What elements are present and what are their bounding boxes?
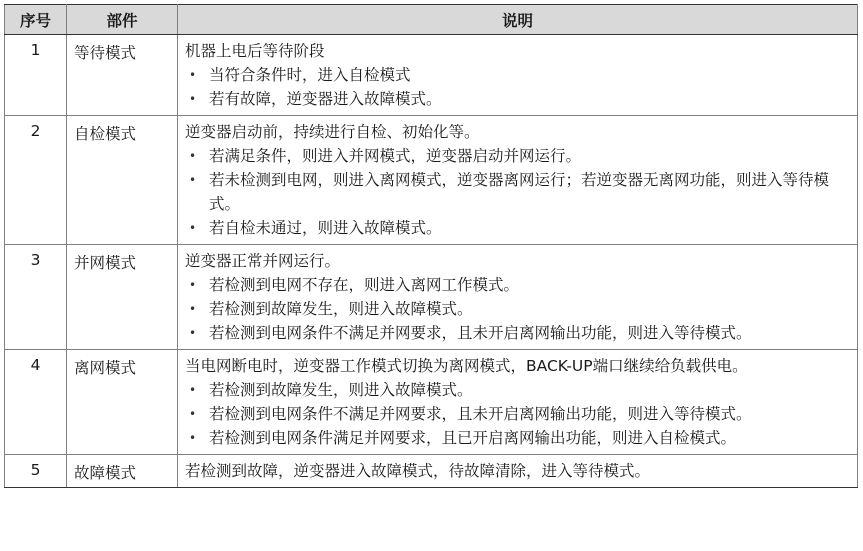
row-number: 5 <box>5 455 67 488</box>
bullet-icon: • <box>189 68 197 82</box>
bullet-icon: • <box>189 173 197 187</box>
description-intro: 机器上电后等待阶段 <box>185 42 325 60</box>
mode-name: 等待模式 <box>67 35 178 116</box>
bullet-text: 若检测到故障发生，则进入故障模式。 <box>209 381 473 399</box>
description-intro: 逆变器启动前，持续进行自检、初始化等。 <box>185 123 480 141</box>
table-row <box>5 245 858 350</box>
bullet-item <box>185 216 851 240</box>
mode-description <box>178 116 858 245</box>
bullet-text: 若检测到电网条件满足并网要求，且已开启离网输出功能，则进入自检模式。 <box>209 429 737 447</box>
bullet-icon: • <box>189 383 197 397</box>
header-part: 部件 <box>67 5 178 35</box>
operating-modes-table <box>4 4 858 488</box>
description-intro: 逆变器正常并网运行。 <box>185 252 341 270</box>
bullet-item <box>185 63 851 87</box>
bullet-icon: • <box>189 278 197 292</box>
mode-name: 故障模式 <box>67 455 178 488</box>
bullet-item <box>185 168 851 216</box>
mode-name: 离网模式 <box>67 350 178 455</box>
bullet-text: 若检测到故障发生，则进入故障模式。 <box>209 300 473 318</box>
description-intro: 当电网断电时，逆变器工作模式切换为离网模式，BACK-UP端口继续给负载供电。 <box>185 357 748 375</box>
bullet-text: 若检测到电网条件不满足并网要求，且未开启离网输出功能，则进入等待模式。 <box>209 324 752 342</box>
table-row <box>5 350 858 455</box>
bullet-item <box>185 378 851 402</box>
bullet-icon: • <box>189 431 197 445</box>
bullet-item <box>185 273 851 297</box>
mode-description <box>178 455 858 488</box>
mode-description <box>178 245 858 350</box>
bullet-text: 若未检测到电网，则进入离网模式，逆变器离网运行；若逆变器无离网功能，则进入等待模式。 <box>209 171 830 213</box>
bullet-text: 当符合条件时，进入自检模式 <box>209 66 411 84</box>
mode-description <box>178 35 858 116</box>
bullet-icon: • <box>189 407 197 421</box>
row-number: 4 <box>5 350 67 455</box>
header-num: 序号 <box>5 5 67 35</box>
bullet-item <box>185 87 851 111</box>
bullet-item <box>185 297 851 321</box>
bullet-text: 若检测到电网条件不满足并网要求，且未开启离网输出功能，则进入等待模式。 <box>209 405 752 423</box>
bullet-text: 若自检未通过，则进入故障模式。 <box>209 219 442 237</box>
bullet-icon: • <box>189 221 197 235</box>
mode-name: 自检模式 <box>67 116 178 245</box>
table-row <box>5 116 858 245</box>
bullet-item <box>185 402 851 426</box>
mode-description <box>178 350 858 455</box>
description-intro: 若检测到故障，逆变器进入故障模式，待故障清除，进入等待模式。 <box>185 462 651 480</box>
bullet-icon: • <box>189 302 197 316</box>
bullet-text: 若满足条件，则进入并网模式，逆变器启动并网运行。 <box>209 147 582 165</box>
mode-name: 并网模式 <box>67 245 178 350</box>
table-row <box>5 455 858 488</box>
row-number: 2 <box>5 116 67 245</box>
row-number: 1 <box>5 35 67 116</box>
bullet-item <box>185 144 851 168</box>
bullet-item <box>185 321 851 345</box>
bullet-icon: • <box>189 326 197 340</box>
table-row <box>5 35 858 116</box>
table-header-row <box>5 5 858 35</box>
bullet-text: 若有故障，逆变器进入故障模式。 <box>209 90 442 108</box>
bullet-text: 若检测到电网不存在，则进入离网工作模式。 <box>209 276 520 294</box>
header-desc: 说明 <box>178 5 858 35</box>
bullet-icon: • <box>189 92 197 106</box>
bullet-icon: • <box>189 149 197 163</box>
bullet-item <box>185 426 851 450</box>
row-number: 3 <box>5 245 67 350</box>
